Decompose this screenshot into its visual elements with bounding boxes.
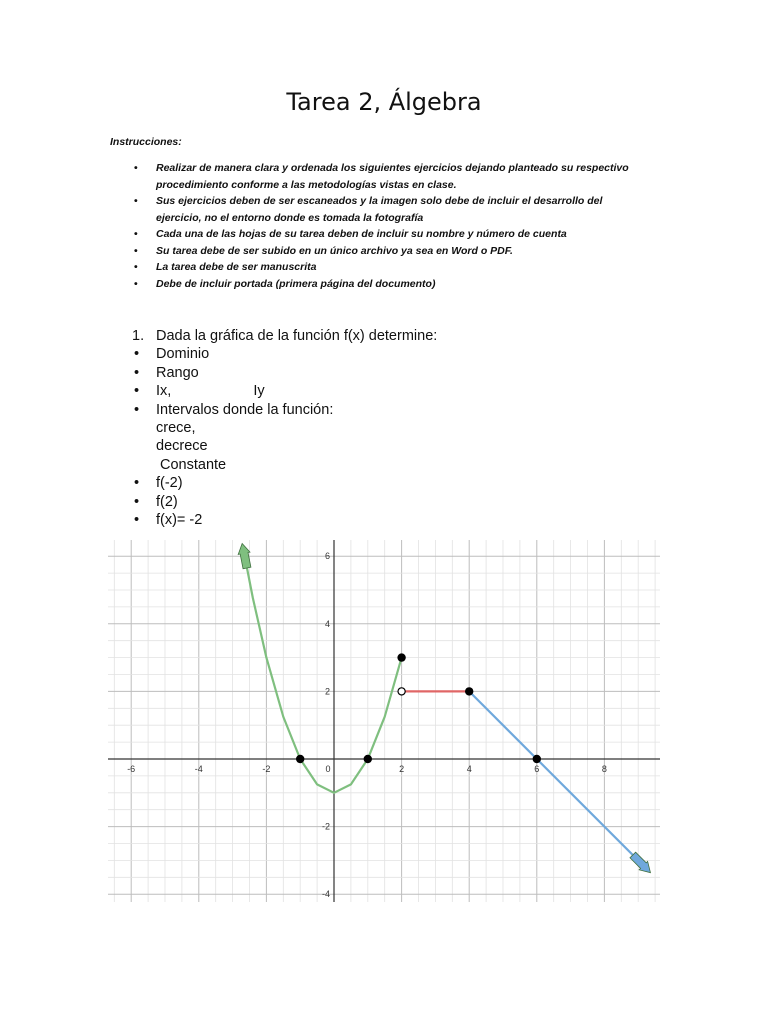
item-constante: Constante <box>160 456 227 473</box>
item-f-eq: f(x)= -2 <box>156 512 203 529</box>
instruction-item: • La tarea debe de ser manuscrita <box>110 259 650 276</box>
instruction-item: • Debe de incluir portada (primera página del documento) <box>110 276 650 293</box>
item-f-2: f(2) <box>156 493 178 510</box>
filled-point <box>297 755 304 762</box>
x-tick-label: 6 <box>534 764 540 774</box>
filled-point <box>466 688 473 695</box>
bullet: • <box>134 493 140 510</box>
y-tick-label: 4 <box>324 618 330 629</box>
instruction-item: • Cada una de las hojas de su tarea deben de incluir su nombre y número de cuenta <box>110 226 650 243</box>
instruction-item: • Sus ejercicios deben de ser escaneados y la imagen solo debe de incluir el desarrollo del ejercicio, no el entorno donde es tomada la fotografía <box>110 193 650 226</box>
item-decrece: decrece <box>156 438 208 455</box>
question-prompt: Dada la gráfica de la función f(x) determine: <box>156 328 438 344</box>
filled-point <box>533 755 540 762</box>
instructions-list <box>110 160 650 292</box>
open-point <box>398 688 405 695</box>
bullet: • <box>134 401 140 418</box>
y-tick-label: -4 <box>321 889 330 900</box>
y-tick-label: -2 <box>321 821 330 832</box>
question-number: 1. <box>132 328 145 344</box>
x-tick-label: 8 <box>601 764 607 774</box>
item-rango: Rango <box>156 364 199 381</box>
x-tick-label: -2 <box>262 764 271 774</box>
bullet: • <box>134 512 140 529</box>
filled-point <box>398 654 405 661</box>
bullet: • <box>134 346 140 363</box>
item-iy: Iy <box>253 383 265 400</box>
page-title: Tarea 2, Álgebra <box>286 88 482 116</box>
bullet: • <box>134 383 140 400</box>
item-ix: Ix, <box>156 383 172 400</box>
function-graph <box>108 540 660 902</box>
item-dominio: Dominio <box>156 346 210 363</box>
x-tick-label: 4 <box>466 764 472 774</box>
y-tick-label: 2 <box>324 686 330 697</box>
instruction-item: • Su tarea debe de ser subido en un único archivo ya sea en Word o PDF. <box>110 243 650 260</box>
item-crece: crece, <box>156 420 196 437</box>
filled-point <box>364 755 371 762</box>
item-intervalos: Intervalos donde la función: <box>156 401 334 418</box>
instruction-item: • Realizar de manera clara y ordenada los siguientes ejercicios dejando planteado su respectivo procedimiento conforme a las metodologías vistas en clase. <box>110 160 650 193</box>
x-tick-label: -4 <box>194 764 203 774</box>
y-tick-label: 6 <box>324 551 330 562</box>
bullet: • <box>134 364 140 381</box>
question-1 <box>132 327 632 529</box>
instructions-heading: Instrucciones: <box>110 136 182 148</box>
x-tick-label: 2 <box>399 764 405 774</box>
x-tick-label: -6 <box>127 764 136 774</box>
bullet: • <box>134 475 140 492</box>
item-f-neg2: f(-2) <box>156 475 183 492</box>
x-tick-label: 0 <box>325 764 331 774</box>
